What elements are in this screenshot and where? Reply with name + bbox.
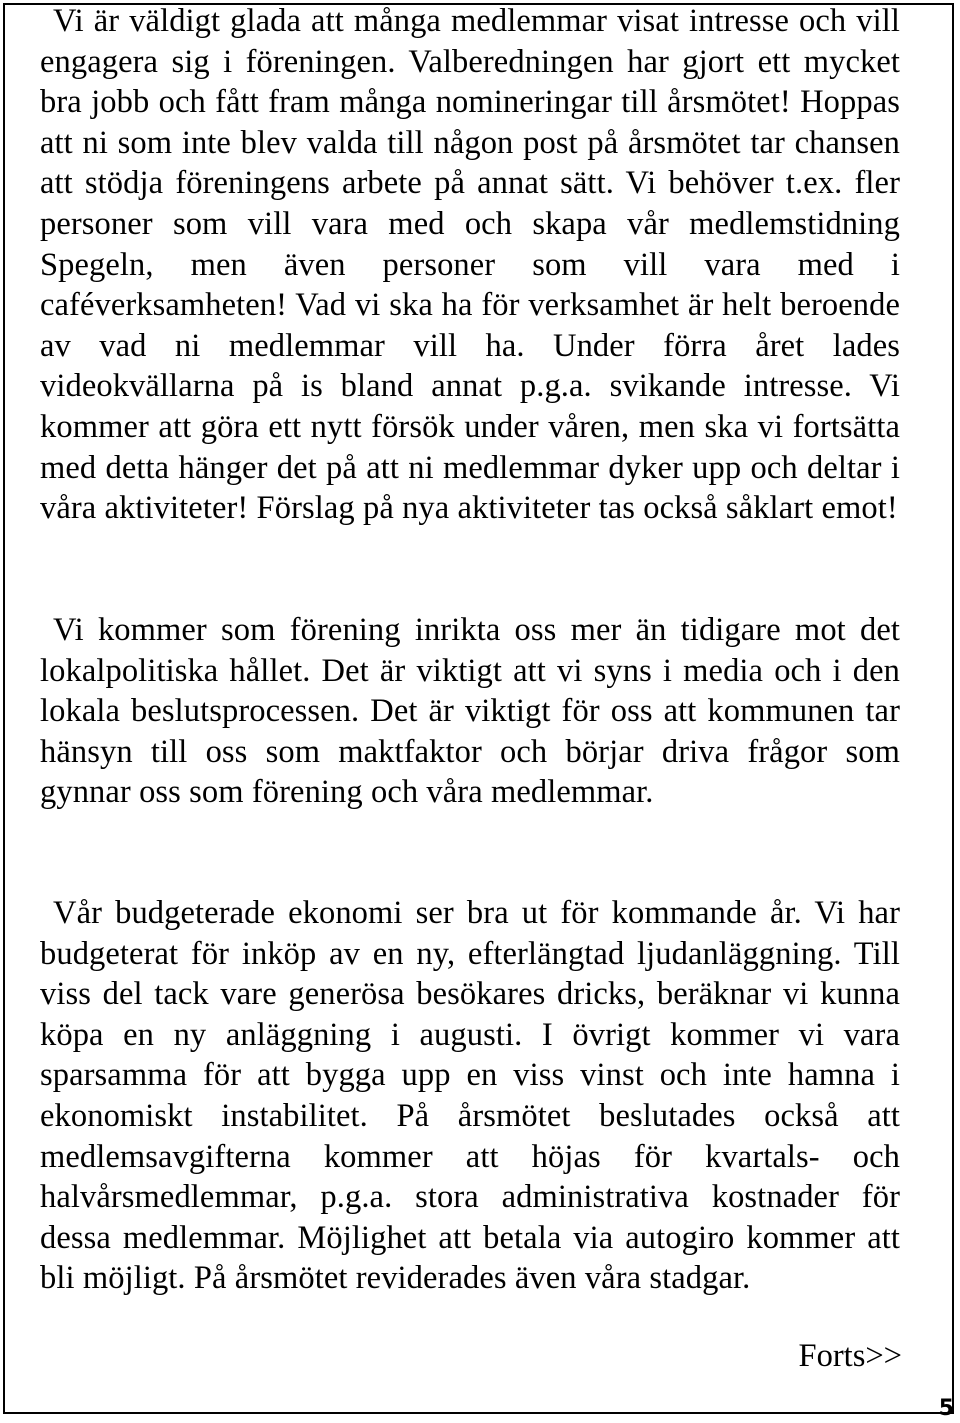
body-text-block-3 [40,893,900,1299]
page-number: 5 [938,1396,954,1421]
paragraph-budget: Vår budgeterade ekonomi ser bra ut för kommande år. Vi har budgeterat för inköp av en ny, efterlängtad ljudanläggning. Till viss del tack vare generösa besökares dricks, beräknar vi kunna köpa en ny anläggning i augusti. I övrigt kommer vi vara sparsamma för att bygga upp en viss vinst och inte hamna i ekonomiskt instabilitet. På årsmötet beslutades också att medlemsavgifterna kommer att höjas för kvartals- och halvårsmedlemmar, p.g.a. stora administrativa kostnader för dessa medlemmar. Möjlighet att betala via autogiro kommer att bli möjligt. På årsmötet reviderades även våra stadgar. [40,895,900,1297]
continued-label: Forts>> [798,1338,902,1374]
body-text-block-2 [40,610,900,813]
paragraph-local-politics: Vi kommer som förening inrikta oss mer än tidigare mot det lokalpolitiska hållet. Det är viktigt att vi syns i media och i den lokala beslutsprocessen. Det är viktigt för oss att kommunen tar hänsyn till oss som maktfaktor och börjar driva frågor som gynnar oss som förening och våra medlemmar. [40,612,900,811]
body-text-block-1 [40,1,900,529]
paragraph-activities: Vi är väldigt glada att många medlemmar visat intresse och vill engagera sig i föreningen. Valberedningen har gjort ett mycket bra jobb och fått fram många nomineringar till årsmötet! Hoppas att ni som inte blev valda till någon post på årsmötet tar chansen att stödja föreningens arbete på annat sätt. Vi behöver t.ex. fler personer som vill vara med och skapa vår medlemstidning Spegeln, men även personer som vill vara med i caféverksamheten! Vad vi ska ha för verksamhet är helt beroende av vad ni medlemmar vill ha. Under förra året lades videokvällarna på is bland annat p.g.a. svikande intresse. Vi kommer att göra ett nytt försök under våren, men ska vi fortsätta med detta hänger det på att ni medlemmar dyker upp och deltar i våra aktiviteter! Förslag på nya aktiviteter tas också såklart emot! [40,3,900,527]
